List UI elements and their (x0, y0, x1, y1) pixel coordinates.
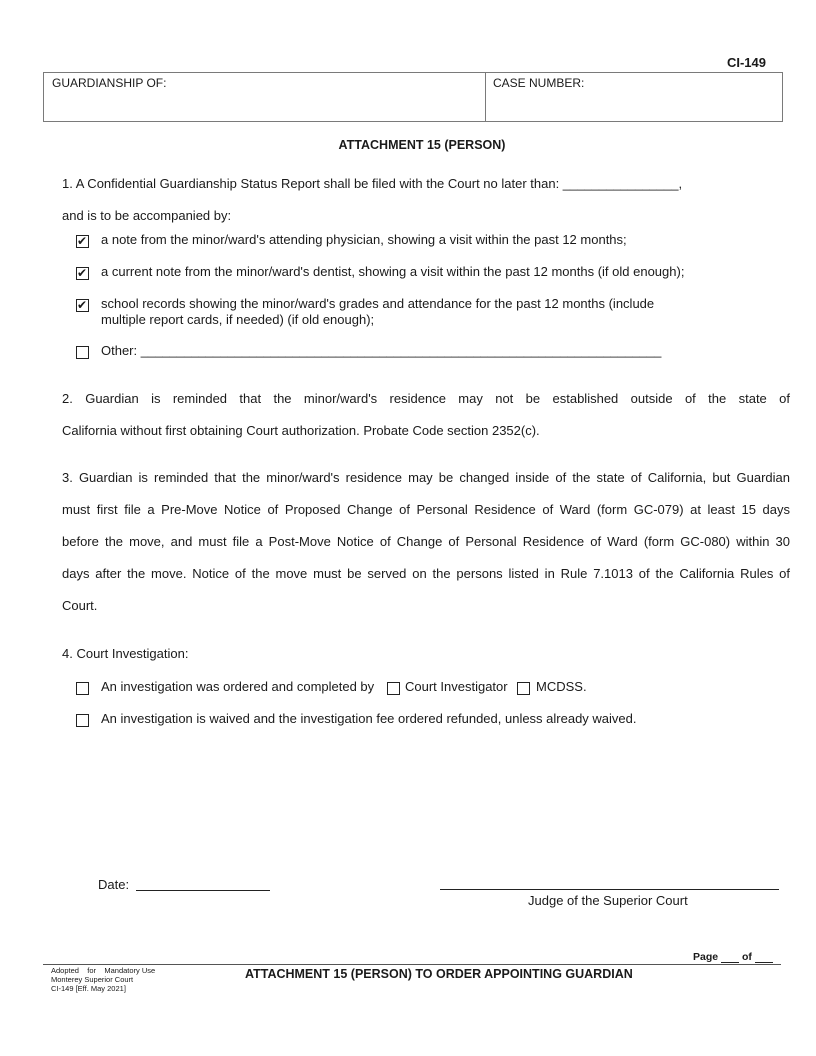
investigation-waived-label: An investigation is waived and the investigation fee ordered refunded, unless already waived. (101, 711, 637, 726)
case-number-label: CASE NUMBER: (493, 76, 585, 90)
physician-label: a note from the minor/ward's attending physician, showing a visit within the past 12 months; (101, 232, 627, 247)
school-records-label-line2: multiple report cards, if needed) (if old enough); (101, 312, 375, 327)
caption-divider (485, 73, 486, 121)
of-label: of (741, 951, 752, 963)
footer-rule (43, 964, 781, 965)
court-investigator-label: Court Investigator (405, 679, 508, 694)
adopted-note (51, 966, 155, 993)
check-mark-icon: ✔ (77, 234, 88, 248)
other-label: Other: ________________________________________________________________________ (101, 343, 662, 358)
adopted-line1: Adopted for Mandatory Use (51, 966, 156, 975)
item3-line4: days after the move. Notice of the move must be served on the persons listed in Rule 7.1013 of the California Rules of (62, 566, 790, 581)
item3-line5: Court. (62, 598, 98, 613)
check-mark-icon: ✔ (77, 266, 88, 280)
physician-checkbox[interactable] (76, 235, 89, 248)
investigation-ordered-checkbox[interactable] (76, 682, 89, 695)
page-title: ATTACHMENT 15 (PERSON) (338, 138, 506, 152)
footer-title: ATTACHMENT 15 (PERSON) TO ORDER APPOINTING GUARDIAN (245, 967, 633, 981)
school-records-checkbox[interactable] (76, 299, 89, 312)
court-investigator-checkbox[interactable] (387, 682, 400, 695)
item2-line2: California without first obtaining Court authorization. Probate Code section 2352(c). (62, 423, 540, 438)
item1-text: 1. A Confidential Guardianship Status Report shall be filed with the Court no later than: ________________, (62, 176, 683, 191)
item2-line1: 2. Guardian is reminded that the minor/ward's residence may not be established outside of the state of (62, 391, 790, 406)
dentist-checkbox[interactable] (76, 267, 89, 280)
date-label: Date: (98, 877, 130, 892)
judge-signature-line[interactable] (440, 889, 779, 890)
item4-heading: 4. Court Investigation: (62, 646, 189, 661)
school-records-label-line1: school records showing the minor/ward's grades and attendance for the past 12 months (include (101, 296, 655, 311)
investigation-ordered-label: An investigation was ordered and completed by (101, 679, 375, 694)
item3-line2: must first file a Pre-Move Notice of Proposed Change of Personal Residence of Ward (form GC-079) at least 15 days (62, 502, 790, 517)
item1-accompanied: and is to be accompanied by: (62, 208, 232, 223)
dentist-label: a current note from the minor/ward's dentist, showing a visit within the past 12 months (if old enough); (101, 264, 685, 279)
guardianship-of-label: GUARDIANSHIP OF: (52, 76, 167, 90)
page-total-field[interactable] (755, 952, 773, 963)
date-line[interactable] (136, 890, 270, 891)
caption-box (43, 72, 783, 122)
page-of (693, 951, 773, 963)
mcdss-label: MCDSS. (536, 679, 587, 694)
adopted-line3: CI-149 [Eff. May 2021] (51, 984, 126, 993)
adopted-line2: Monterey Superior Court (51, 975, 134, 984)
other-checkbox[interactable] (76, 346, 89, 359)
check-mark-icon: ✔ (77, 298, 88, 312)
item3-line3: before the move, and must file a Post-Move Notice of Change of Personal Residence of Ward (form GC-080) within 30 (62, 534, 790, 549)
item3-line1: 3. Guardian is reminded that the minor/ward's residence may be changed inside of the state of California, but Guardian (62, 470, 790, 485)
investigation-waived-checkbox[interactable] (76, 714, 89, 727)
mcdss-checkbox[interactable] (517, 682, 530, 695)
page-number-field[interactable] (721, 952, 739, 963)
form-id: CI-149 (726, 55, 766, 70)
page-label: Page (693, 951, 719, 963)
judge-label: Judge of the Superior Court (528, 893, 688, 908)
